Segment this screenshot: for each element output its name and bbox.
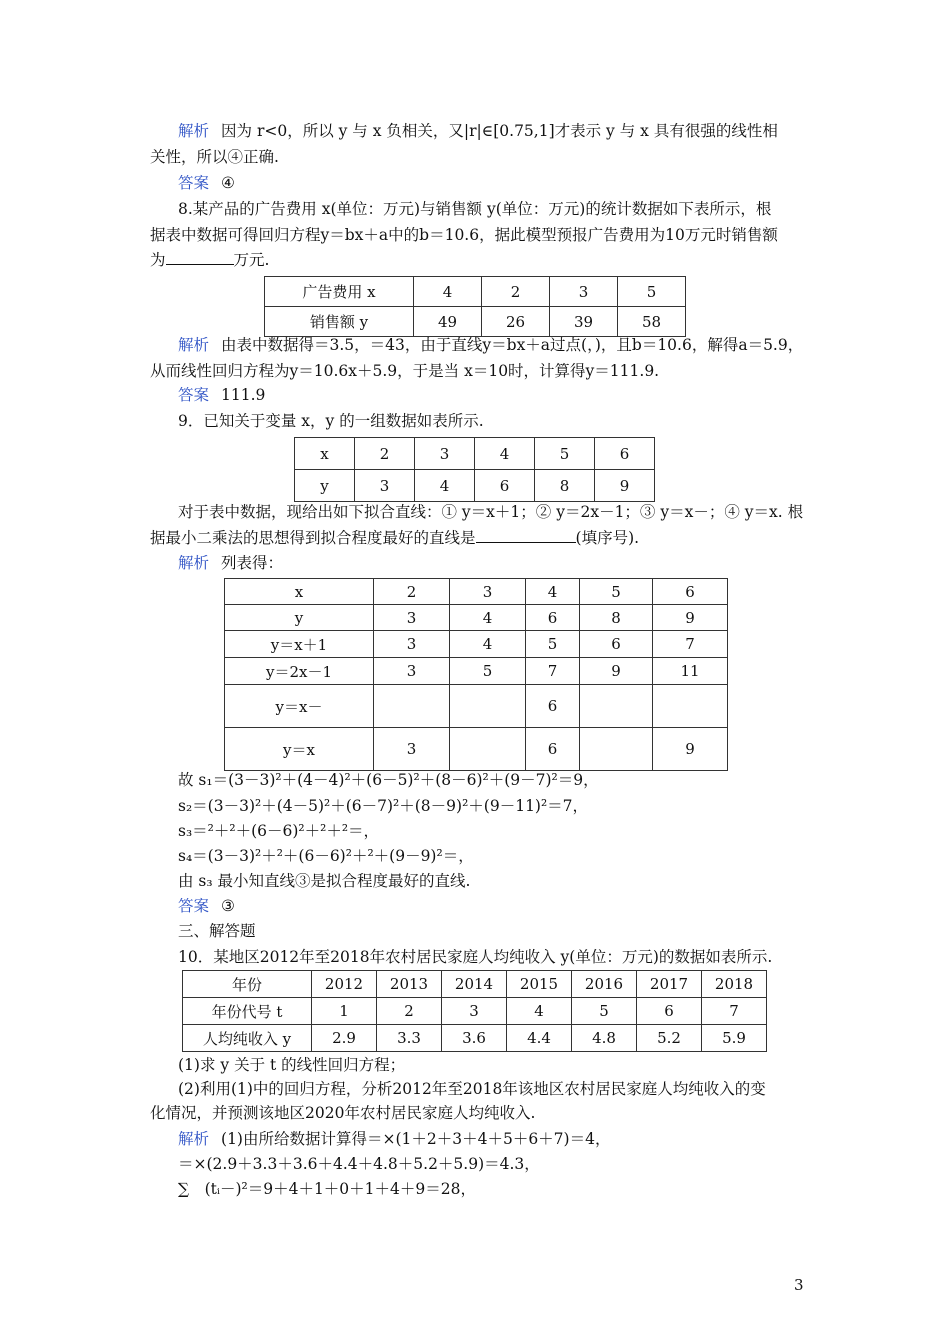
table-cell: 2018 xyxy=(702,971,767,998)
table-row xyxy=(225,631,728,658)
table-cell: 5 xyxy=(572,998,637,1025)
table-cell: 6 xyxy=(637,998,702,1025)
table-cell: 4 xyxy=(526,579,580,605)
answer-value: ③ xyxy=(221,897,235,915)
table-cell: 49 xyxy=(414,307,482,337)
table-cell: 3 xyxy=(415,438,475,470)
answer-label: 答案 xyxy=(178,897,210,915)
q10-part2-line1: (2)利用(1)中的回归方程，分析2012年至2018年该地区农村居民家庭人均纯收入的变 xyxy=(178,1080,766,1098)
answer-label: 答案 xyxy=(178,386,210,404)
table-cell: 1 xyxy=(312,998,377,1025)
table-row xyxy=(295,470,655,502)
table-cell: 4 xyxy=(475,438,535,470)
table-cell: 11 xyxy=(653,658,728,685)
table-cell: y＝x＋1 xyxy=(225,631,374,658)
q7-analysis-line2: 关性，所以④正确. xyxy=(150,148,279,166)
table-cell: 2015 xyxy=(507,971,572,998)
table-cell: 年份 xyxy=(183,971,312,998)
q9-table xyxy=(294,437,655,502)
table-cell: 8 xyxy=(535,470,595,502)
table-cell: 年份代号 t xyxy=(183,998,312,1025)
table-cell: 2 xyxy=(377,998,442,1025)
table-cell xyxy=(580,685,653,728)
q10-part2-line2: 化情况，并预测该地区2020年农村居民家庭人均纯收入. xyxy=(150,1104,536,1122)
table-cell: 3 xyxy=(374,658,450,685)
q8-text-pre: 为 xyxy=(150,251,166,269)
table-cell: 9 xyxy=(580,658,653,685)
q10-analysis-line2: ＝×(2.9＋3.3＋3.6＋4.4＋4.8＋5.2＋5.9)＝4.3， xyxy=(178,1155,540,1173)
table-cell: 5 xyxy=(618,277,686,307)
table-row xyxy=(225,658,728,685)
section-heading: 三、解答题 xyxy=(178,922,256,940)
table-row xyxy=(265,277,686,307)
table-cell: 7 xyxy=(653,631,728,658)
table-cell: 5 xyxy=(580,579,653,605)
table-cell: 58 xyxy=(618,307,686,337)
table-cell: 6 xyxy=(526,605,580,631)
q10-analysis-line3: ∑ (tᵢ－)²＝9＋4＋1＋0＋1＋4＋9＝28， xyxy=(178,1180,476,1198)
table-cell: 广告费用 x xyxy=(265,277,414,307)
answer-blank xyxy=(476,527,576,543)
table-cell: x xyxy=(295,438,355,470)
q8-question-line2: 据表中数据可得回归方程y＝bx＋a中的b＝10.6，据此模型预报广告费用为10万元时销售额 xyxy=(150,226,778,244)
table-cell: 6 xyxy=(526,685,580,728)
q8-text-post: 万元. xyxy=(233,251,270,269)
q9-s1: 故 s₁＝(3－3)²＋(4－4)²＋(6－5)²＋(8－6)²＋(9－7)²＝9， xyxy=(178,771,599,789)
table-row xyxy=(265,307,686,337)
table-cell: 2016 xyxy=(572,971,637,998)
table-cell: 3 xyxy=(374,631,450,658)
table-cell: 4 xyxy=(507,998,572,1025)
table-cell: 3.6 xyxy=(442,1025,507,1052)
q8-question-line3 xyxy=(150,249,812,271)
q10-part1: (1)求 y 关于 t 的线性回归方程； xyxy=(178,1056,406,1074)
table-cell: 7 xyxy=(702,998,767,1025)
table-row xyxy=(225,605,728,631)
table-cell: 4 xyxy=(450,631,526,658)
q9-s4: s₄＝(3－3)²＋²＋(6－6)²＋²＋(9－9)²＝， xyxy=(178,847,474,865)
table-cell: 销售额 y xyxy=(265,307,414,337)
table-cell: 2.9 xyxy=(312,1025,377,1052)
table-cell: 6 xyxy=(475,470,535,502)
table-cell: y＝2x－1 xyxy=(225,658,374,685)
q9-s2: s₂＝(3－3)²＋(4－5)²＋(6－7)²＋(8－9)²＋(9－11)²＝7， xyxy=(178,797,589,815)
table-cell: 人均纯收入 y xyxy=(183,1025,312,1052)
q9-s3: s₃＝²＋²＋(6－6)²＋²＋²＝， xyxy=(178,822,380,840)
table-cell: 5.9 xyxy=(702,1025,767,1052)
analysis-text: 由表中数据得＝3.5，＝43，由于直线y＝bx＋a过点(，)，且b＝10.6，解得a＝5.9， xyxy=(221,336,804,354)
table-cell: 5.2 xyxy=(637,1025,702,1052)
analysis-label: 解析 xyxy=(178,122,210,140)
table-cell: 2012 xyxy=(312,971,377,998)
q9-answer xyxy=(178,895,840,917)
table-cell xyxy=(374,685,450,728)
table-cell xyxy=(653,685,728,728)
q8-question-line1: 8.某产品的广告费用 x(单位：万元)与销售额 y(单位：万元)的统计数据如下表所示，根 xyxy=(178,200,772,218)
table-cell: 4.8 xyxy=(572,1025,637,1052)
table-row xyxy=(183,1025,767,1052)
table-cell: 2013 xyxy=(377,971,442,998)
table-cell: 3.3 xyxy=(377,1025,442,1052)
answer-value: ④ xyxy=(221,174,235,192)
q8-analysis-line1 xyxy=(178,334,840,356)
q9-text-line1: 对于表中数据，现给出如下拟合直线：① y＝x＋1；② y＝2x－1；③ y＝x－；④ y＝x. 根 xyxy=(178,503,804,521)
table-cell: 4 xyxy=(450,605,526,631)
table-row xyxy=(225,579,728,605)
q8-answer xyxy=(178,384,840,406)
table-cell: y xyxy=(295,470,355,502)
answer-label: 答案 xyxy=(178,174,210,192)
table-cell: 2 xyxy=(482,277,550,307)
table-cell: 3 xyxy=(550,277,618,307)
q10-table xyxy=(182,970,767,1052)
table-row xyxy=(183,998,767,1025)
q9-text-line2 xyxy=(150,527,812,549)
analysis-label: 解析 xyxy=(178,1130,210,1148)
q9-text-post: (填序号). xyxy=(575,529,640,547)
q10-question-line1: 10．某地区2012年至2018年农村居民家庭人均纯收入 y(单位：万元)的数据如表所示. xyxy=(178,948,773,966)
table-cell: x xyxy=(225,579,374,605)
table-cell: 6 xyxy=(580,631,653,658)
table-cell: 3 xyxy=(450,579,526,605)
table-row xyxy=(295,438,655,470)
table-cell: 2017 xyxy=(637,971,702,998)
table-cell: 3 xyxy=(374,605,450,631)
table-cell: 4 xyxy=(414,277,482,307)
table-cell: 5 xyxy=(526,631,580,658)
page-number: 3 xyxy=(794,1276,804,1294)
table-cell: y＝x xyxy=(225,728,374,771)
table-cell xyxy=(450,685,526,728)
table-cell: 26 xyxy=(482,307,550,337)
q7-answer xyxy=(178,172,840,194)
table-cell: 9 xyxy=(653,605,728,631)
table-cell: y＝x－ xyxy=(225,685,374,728)
table-row xyxy=(225,685,728,728)
table-cell: 9 xyxy=(595,470,655,502)
table-cell: y xyxy=(225,605,374,631)
q7-analysis-line1 xyxy=(178,120,840,142)
table-row xyxy=(225,728,728,771)
analysis-text: 列表得： xyxy=(221,554,284,572)
q8-table xyxy=(264,276,686,337)
table-cell: 5 xyxy=(535,438,595,470)
table-cell: 6 xyxy=(595,438,655,470)
table-cell: 2 xyxy=(355,438,415,470)
q9-text-pre: 据最小二乘法的思想得到拟合程度最好的直线是 xyxy=(150,529,476,547)
analysis-text: (1)由所给数据计算得＝×(1＋2＋3＋4＋5＋6＋7)＝4， xyxy=(221,1130,611,1148)
table-cell: 5 xyxy=(450,658,526,685)
analysis-text: 因为 r<0，所以 y 与 x 负相关，又|r|∈[0.75,1]才表示 y 与 x 具有很强的线性相 xyxy=(221,122,778,140)
table-cell: 4.4 xyxy=(507,1025,572,1052)
table-cell: 7 xyxy=(526,658,580,685)
table-cell: 3 xyxy=(374,728,450,771)
table-cell: 8 xyxy=(580,605,653,631)
table-cell: 2 xyxy=(374,579,450,605)
table-cell: 3 xyxy=(355,470,415,502)
q9-conclusion: 由 s₃ 最小知直线③是拟合程度最好的直线. xyxy=(178,872,471,890)
analysis-label: 解析 xyxy=(178,554,210,572)
analysis-label: 解析 xyxy=(178,336,210,354)
table-cell xyxy=(450,728,526,771)
table-cell: 39 xyxy=(550,307,618,337)
table-cell: 2014 xyxy=(442,971,507,998)
table-cell: 6 xyxy=(653,579,728,605)
table-cell: 3 xyxy=(442,998,507,1025)
table-cell: 6 xyxy=(526,728,580,771)
q9-question-line1: 9．已知关于变量 x，y 的一组数据如表所示. xyxy=(178,412,484,430)
table-cell: 4 xyxy=(415,470,475,502)
q9-analysis-intro xyxy=(178,552,840,574)
table-row xyxy=(183,971,767,998)
answer-blank xyxy=(166,249,234,265)
q10-analysis-line1 xyxy=(178,1128,840,1150)
table-cell: 9 xyxy=(653,728,728,771)
answer-value: 111.9 xyxy=(221,386,266,404)
q9-analysis-table xyxy=(224,578,728,771)
table-cell xyxy=(580,728,653,771)
q8-analysis-line2: 从而线性回归方程为y＝10.6x＋5.9，于是当 x＝10时，计算得y＝111.9. xyxy=(150,362,660,380)
